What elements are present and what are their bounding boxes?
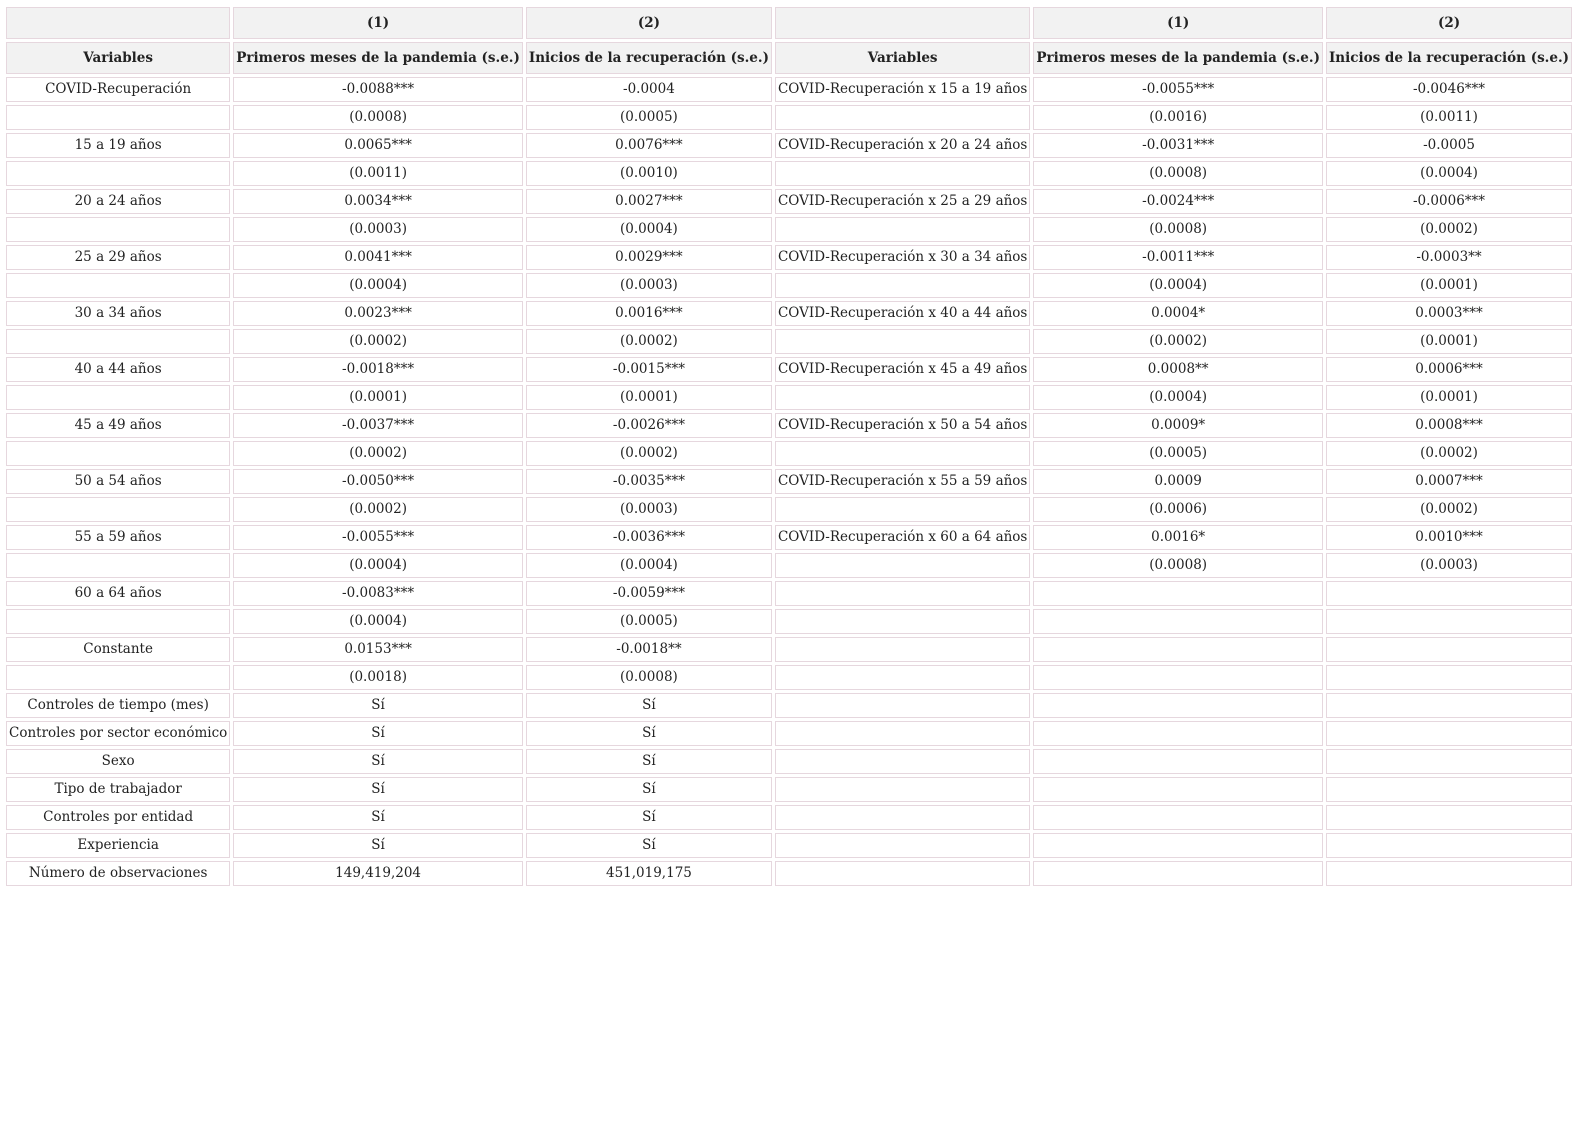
table-cell: Sí [233,833,523,858]
table-cell: -0.0083*** [233,581,523,606]
table-cell: (0.0003) [233,217,523,242]
col-label-cell: Primeros meses de la pandemia (s.e.) [1033,42,1323,74]
table-row [6,581,1572,606]
table-cell: (0.0002) [1326,441,1572,466]
table-cell: (0.0002) [1326,217,1572,242]
table-cell: Sí [233,805,523,830]
table-cell [1326,721,1572,746]
table-cell: (0.0004) [233,553,523,578]
table-cell: -0.0088*** [233,77,523,102]
table-cell [1326,581,1572,606]
col-number-cell [6,7,230,39]
table-cell: 0.0004* [1033,301,1323,326]
table-cell: (0.0002) [233,497,523,522]
table-cell [6,105,230,130]
table-cell [1326,861,1572,886]
table-cell: COVID-Recuperación x 15 a 19 años [775,77,1030,102]
table-cell [775,105,1030,130]
table-cell [1033,581,1323,606]
table-row [6,217,1572,242]
table-cell: -0.0035*** [526,469,772,494]
table-cell: Sí [526,749,772,774]
table-row [6,105,1572,130]
table-cell: Experiencia [6,833,230,858]
table-cell: (0.0008) [1033,217,1323,242]
table-cell: Sí [233,693,523,718]
table-cell: (0.0004) [233,609,523,634]
table-cell [775,553,1030,578]
table-cell: COVID-Recuperación x 30 a 34 años [775,245,1030,270]
table-row [6,189,1572,214]
table-cell [775,217,1030,242]
table-cell: 0.0076*** [526,133,772,158]
table-cell: (0.0011) [233,161,523,186]
table-cell: -0.0003** [1326,245,1572,270]
table-cell [6,609,230,634]
table-row [6,413,1572,438]
table-cell: (0.0004) [1326,161,1572,186]
table-cell: (0.0003) [1326,553,1572,578]
table-row [6,357,1572,382]
header-row-labels [6,42,1572,74]
table-cell [1033,665,1323,690]
table-cell: (0.0005) [526,105,772,130]
col-number-cell: (2) [1326,7,1572,39]
table-cell [775,777,1030,802]
table-cell: COVID-Recuperación [6,77,230,102]
table-cell [775,581,1030,606]
table-cell: 0.0153*** [233,637,523,662]
header-row-numbers [6,7,1572,39]
table-header [6,7,1572,74]
table-cell: (0.0001) [1326,273,1572,298]
table-cell: (0.0008) [526,665,772,690]
col-number-cell: (1) [1033,7,1323,39]
table-cell: (0.0002) [233,329,523,354]
table-cell: 0.0029*** [526,245,772,270]
table-cell: -0.0031*** [1033,133,1323,158]
table-cell: COVID-Recuperación x 60 a 64 años [775,525,1030,550]
table-cell [1326,665,1572,690]
table-cell [1326,637,1572,662]
table-cell: -0.0050*** [233,469,523,494]
table-row [6,777,1572,802]
table-row [6,77,1572,102]
table-cell [775,693,1030,718]
table-cell: -0.0037*** [233,413,523,438]
table-row [6,385,1572,410]
table-cell: (0.0004) [526,217,772,242]
table-cell: (0.0005) [526,609,772,634]
col-number-cell: (1) [233,7,523,39]
table-cell: -0.0026*** [526,413,772,438]
table-cell: -0.0004 [526,77,772,102]
table-cell: Sexo [6,749,230,774]
table-cell [1033,721,1323,746]
table-cell [6,161,230,186]
table-cell: 40 a 44 años [6,357,230,382]
table-cell: COVID-Recuperación x 45 a 49 años [775,357,1030,382]
table-cell [1033,609,1323,634]
table-cell: (0.0002) [526,329,772,354]
table-cell: -0.0046*** [1326,77,1572,102]
table-cell: (0.0001) [233,385,523,410]
table-cell: Sí [526,721,772,746]
table-cell: (0.0016) [1033,105,1323,130]
table-cell: 0.0009 [1033,469,1323,494]
table-cell: 25 a 29 años [6,245,230,270]
table-row [6,665,1572,690]
table-cell [6,273,230,298]
table-cell: Controles de tiempo (mes) [6,693,230,718]
col-label-cell: Inicios de la recuperación (s.e.) [526,42,772,74]
table-cell [1033,777,1323,802]
table-cell [775,637,1030,662]
table-cell [775,273,1030,298]
table-cell [6,217,230,242]
table-cell [775,749,1030,774]
table-cell: -0.0036*** [526,525,772,550]
table-cell [775,609,1030,634]
table-cell: COVID-Recuperación x 25 a 29 años [775,189,1030,214]
table-row [6,497,1572,522]
table-cell: (0.0001) [1326,385,1572,410]
table-cell [775,329,1030,354]
col-label-cell: Primeros meses de la pandemia (s.e.) [233,42,523,74]
table-cell [1033,833,1323,858]
table-cell: 60 a 64 años [6,581,230,606]
table-cell: (0.0006) [1033,497,1323,522]
table-cell: 0.0007*** [1326,469,1572,494]
col-label-cell: Variables [775,42,1030,74]
table-row [6,133,1572,158]
table-cell: 0.0003*** [1326,301,1572,326]
table-cell: (0.0008) [1033,161,1323,186]
table-cell: 451,019,175 [526,861,772,886]
table-cell: (0.0018) [233,665,523,690]
table-cell: Tipo de trabajador [6,777,230,802]
table-cell: Controles por entidad [6,805,230,830]
table-cell: -0.0005 [1326,133,1572,158]
table-cell: 0.0008** [1033,357,1323,382]
table-row [6,469,1572,494]
table-cell: 0.0016*** [526,301,772,326]
table-cell: -0.0059*** [526,581,772,606]
table-cell [1326,749,1572,774]
table-cell [6,329,230,354]
table-cell: Número de observaciones [6,861,230,886]
table-cell: 0.0065*** [233,133,523,158]
table-cell: 30 a 34 años [6,301,230,326]
table-cell: Constante [6,637,230,662]
table-cell [775,665,1030,690]
table-cell: 0.0023*** [233,301,523,326]
col-label-cell: Inicios de la recuperación (s.e.) [1326,42,1572,74]
table-cell [775,161,1030,186]
table-cell: 0.0016* [1033,525,1323,550]
table-cell: (0.0011) [1326,105,1572,130]
table-row [6,525,1572,550]
table-row [6,721,1572,746]
col-number-cell [775,7,1030,39]
table-row [6,861,1572,886]
table-cell [6,665,230,690]
table-cell [1326,777,1572,802]
table-cell: (0.0003) [526,273,772,298]
table-row [6,301,1572,326]
table-cell: 149,419,204 [233,861,523,886]
table-cell: Sí [526,805,772,830]
table-cell: Sí [526,693,772,718]
regression-table [3,4,1575,889]
table-cell: (0.0001) [1326,329,1572,354]
table-cell [1033,861,1323,886]
table-cell [775,805,1030,830]
table-cell [1326,805,1572,830]
table-cell: (0.0004) [1033,273,1323,298]
table-cell: (0.0008) [1033,553,1323,578]
table-cell: Sí [233,777,523,802]
table-cell: 0.0027*** [526,189,772,214]
table-row [6,441,1572,466]
table-row [6,749,1572,774]
table-cell: -0.0011*** [1033,245,1323,270]
table-cell [775,497,1030,522]
table-cell: -0.0015*** [526,357,772,382]
table-row [6,833,1572,858]
table-cell: (0.0010) [526,161,772,186]
table-cell: 0.0006*** [1326,357,1572,382]
table-cell: (0.0004) [1033,385,1323,410]
table-cell: (0.0005) [1033,441,1323,466]
table-cell: Controles por sector económico [6,721,230,746]
table-cell [775,385,1030,410]
table-cell: 50 a 54 años [6,469,230,494]
table-cell: -0.0055*** [233,525,523,550]
table-body [6,77,1572,886]
table-row [6,245,1572,270]
table-cell [775,721,1030,746]
table-cell: -0.0018*** [233,357,523,382]
table-cell: (0.0002) [1326,497,1572,522]
table-cell [1033,693,1323,718]
table-cell: (0.0003) [526,497,772,522]
table-cell: -0.0018** [526,637,772,662]
table-cell: -0.0055*** [1033,77,1323,102]
table-row [6,553,1572,578]
table-cell [775,861,1030,886]
col-label-cell: Variables [6,42,230,74]
table-row [6,329,1572,354]
table-row [6,273,1572,298]
table-cell: 20 a 24 años [6,189,230,214]
table-cell: 55 a 59 años [6,525,230,550]
table-cell: 0.0008*** [1326,413,1572,438]
table-cell: (0.0002) [1033,329,1323,354]
table-cell: 15 a 19 años [6,133,230,158]
table-cell [1033,637,1323,662]
table-cell [6,553,230,578]
table-row [6,161,1572,186]
table-cell: -0.0006*** [1326,189,1572,214]
table-cell [6,441,230,466]
table-cell [775,833,1030,858]
table-cell [1326,833,1572,858]
table-row [6,637,1572,662]
table-cell [6,497,230,522]
table-cell [6,385,230,410]
table-cell: (0.0004) [526,553,772,578]
table-cell: Sí [526,777,772,802]
table-cell: Sí [233,749,523,774]
table-cell: 0.0010*** [1326,525,1572,550]
table-row [6,609,1572,634]
table-cell: (0.0001) [526,385,772,410]
table-cell [1326,693,1572,718]
table-row [6,693,1572,718]
table-cell: (0.0002) [526,441,772,466]
table-cell: -0.0024*** [1033,189,1323,214]
table-cell: 0.0009* [1033,413,1323,438]
table-cell: COVID-Recuperación x 20 a 24 años [775,133,1030,158]
table-cell: (0.0002) [233,441,523,466]
col-number-cell: (2) [526,7,772,39]
table-cell: (0.0004) [233,273,523,298]
table-cell: 0.0034*** [233,189,523,214]
table-cell [1033,805,1323,830]
table-cell: Sí [233,721,523,746]
table-cell [1033,749,1323,774]
table-cell: COVID-Recuperación x 40 a 44 años [775,301,1030,326]
table-cell: (0.0008) [233,105,523,130]
table-cell: COVID-Recuperación x 50 a 54 años [775,413,1030,438]
table-cell: COVID-Recuperación x 55 a 59 años [775,469,1030,494]
table-cell [1326,609,1572,634]
table-cell: Sí [526,833,772,858]
table-cell: 45 a 49 años [6,413,230,438]
table-cell [775,441,1030,466]
table-row [6,805,1572,830]
table-cell: 0.0041*** [233,245,523,270]
